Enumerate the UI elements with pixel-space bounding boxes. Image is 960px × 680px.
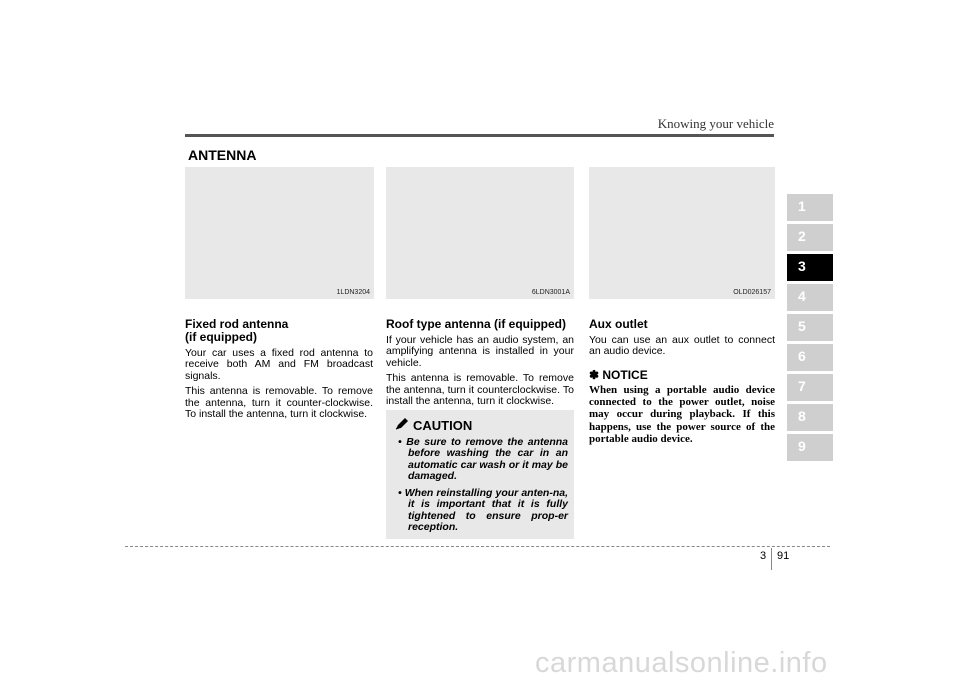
header-title: Knowing your vehicle xyxy=(657,116,774,131)
chapter-tabs xyxy=(787,194,833,464)
chapter-tab-7[interactable]: 7 xyxy=(787,374,833,401)
chapter-tab-6[interactable]: 6 xyxy=(787,344,833,371)
chapter-tab-2[interactable]: 2 xyxy=(787,224,833,251)
fixed-rod-antenna-heading xyxy=(185,318,373,344)
pencil-icon xyxy=(395,418,409,433)
paragraph: If your vehicle has an audio system, an amplifying antenna is installed in your vehicle. xyxy=(386,334,574,369)
heading-line: Fixed rod antenna xyxy=(185,317,289,331)
photo-code: 6LDN3001A xyxy=(531,289,570,296)
roof-antenna-heading: Roof type antenna (if equipped) xyxy=(386,317,566,331)
caution-heading xyxy=(395,418,472,433)
caution-box xyxy=(386,410,574,539)
chapter-tab-4[interactable]: 4 xyxy=(787,284,833,311)
chapter-tab-8[interactable]: 8 xyxy=(787,404,833,431)
paragraph: This antenna is removable. To remove the antenna, turn it counter-clockwise. To install the antenna, turn it clockwise. xyxy=(185,385,373,421)
page-number: 91 xyxy=(777,550,790,562)
caution-list xyxy=(398,437,568,539)
watermark: carmanualsonline.info xyxy=(535,647,828,679)
page-number-divider xyxy=(771,548,772,570)
caution-item: • When reinstalling your anten-na, it is important that it is fully tightened to ensure prop-er reception. xyxy=(398,487,568,534)
roof-antenna-photo xyxy=(386,167,574,299)
caution-item: • Be sure to remove the antenna before washing the car in an automatic car wash or it may be damaged. xyxy=(398,436,568,482)
roof-antenna-section xyxy=(386,318,574,411)
aux-outlet-photo xyxy=(589,167,775,299)
caution-title: CAUTION xyxy=(413,418,473,433)
chapter-tab-5[interactable]: 5 xyxy=(787,314,833,341)
paragraph: Your car uses a fixed rod antenna to receive both AM and FM broadcast signals. xyxy=(185,347,373,382)
header-rule xyxy=(185,134,774,137)
footer-divider xyxy=(125,546,830,547)
page-section-number: 3 xyxy=(760,550,767,562)
photo-code: 1LDN3204 xyxy=(336,289,370,296)
photo-code: OLD026157 xyxy=(733,289,771,296)
aux-outlet-heading: Aux outlet xyxy=(589,317,648,331)
chapter-tab-1[interactable]: 1 xyxy=(787,194,833,221)
chapter-tab-3[interactable]: 3 xyxy=(787,254,833,281)
notice-text: When using a portable audio device connected to the power outlet, noise may occur during playback. If this happens, use the power source of the portable audio device. xyxy=(589,383,775,445)
paragraph: You can use an aux outlet to connect an audio device. xyxy=(589,334,775,358)
notice-title: ✽ NOTICE xyxy=(589,367,648,382)
aux-outlet-section xyxy=(589,318,775,445)
chapter-tab-9[interactable]: 9 xyxy=(787,434,833,461)
paragraph: This antenna is removable. To remove the antenna, turn it counterclockwise. To install the antenna, turn it clockwise. xyxy=(386,372,574,408)
heading-line: (if equipped) xyxy=(185,330,257,344)
fixed-rod-antenna-section xyxy=(185,318,373,424)
fixed-rod-antenna-photo xyxy=(185,167,374,299)
section-title: ANTENNA xyxy=(188,147,257,163)
